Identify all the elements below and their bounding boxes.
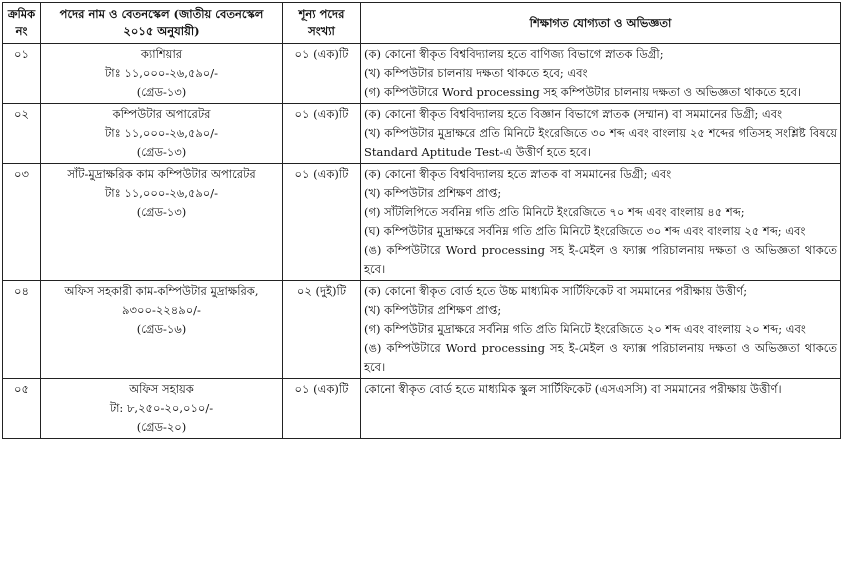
pay-scale: ৯৩০০-২২৪৯০/- (122, 303, 201, 317)
grade: (গ্রেড-২০) (136, 420, 187, 434)
qualification-item: (ঘ) কম্পিউটার মুদ্রাক্ষরে সর্বনিম্ন গতি প্রতি মিনিটে ইংরেজিতে ৩০ শব্দ এবং বাংলায় ২৫ শব্দ; এবং (364, 224, 806, 238)
table-row (3, 104, 841, 164)
grade: (গ্রেড-১৩) (136, 205, 187, 219)
qualification-item: (গ) সাঁটলিপিতে সর্বনিম্ন গতি প্রতি মিনিটে ইংরেজিতে ৭০ শব্দ এবং বাংলায় ৪৫ শব্দ; (364, 205, 745, 219)
serial-cell: ০২ (3, 104, 41, 164)
grade: (গ্রেড-১৩) (136, 145, 187, 159)
post-cell (41, 44, 283, 104)
table-row (3, 44, 841, 104)
qualification-cell (361, 44, 841, 104)
vacancy-cell: ০১ (এক)টি (283, 379, 361, 439)
vacancy-cell: ০১ (এক)টি (283, 164, 361, 281)
post-name: ক্যাশিয়ার (140, 47, 183, 61)
pay-scale: টাঃ ১১,০০০-২৬,৫৯০/- (104, 66, 219, 80)
qualification-item: (ক) কোনো স্বীকৃত বিশ্ববিদ্যালয় হতে বাণিজ্য বিভাগে স্নাতক ডিগ্রী; (364, 47, 664, 61)
qualification-item: (খ) কম্পিউটার প্রশিক্ষণ প্রাপ্ত; (364, 303, 502, 317)
job-requirements-table (2, 2, 841, 439)
header-post: পদের নাম ও বেতনস্কেল (জাতীয় বেতনস্কেল ২০১৫ অনুযায়ী) (41, 3, 283, 44)
pay-scale: টা: ৮,২৫০-২০,০১০/- (109, 401, 214, 415)
post-cell (41, 379, 283, 439)
post-name: সাঁট-মুদ্রাক্ষরিক কাম কম্পিউটার অপারেটর (67, 167, 256, 181)
table-header-row (3, 3, 841, 44)
qualification-item: (ঙ) কম্পিউটারে Word processing সহ ই-মেইল ও ফ্যাক্স পরিচালনায় দক্ষতা ও অভিজ্ঞতা থাকতে হবে। (364, 341, 837, 374)
post-cell (41, 281, 283, 379)
post-name: অফিস সহকারী কাম-কম্পিউটার মুদ্রাক্ষরিক, (64, 284, 259, 298)
table-row (3, 164, 841, 281)
serial-cell: ০৫ (3, 379, 41, 439)
serial-cell: ০৪ (3, 281, 41, 379)
qualification-item: (ক) কোনো স্বীকৃত বিশ্ববিদ্যালয় হতে স্নাতক বা সমমানের ডিগ্রী; এবং (364, 167, 672, 181)
qualification-item: কোনো স্বীকৃত বোর্ড হতে মাধ্যমিক স্কুল সার্টিফিকেট (এসএসসি) বা সমমানের পরীক্ষায় উত্তীর্ণ। (364, 382, 782, 396)
qualification-item: (ঙ) কম্পিউটারে Word processing সহ ই-মেইল ও ফ্যাক্স পরিচালনায় দক্ষতা ও অভিজ্ঞতা থাকতে হবে। (364, 243, 837, 276)
qualification-cell (361, 104, 841, 164)
qualification-item: (গ) কম্পিউটার মুদ্রাক্ষরে সর্বনিম্ন গতি প্রতি মিনিটে ইংরেজিতে ২০ শব্দ এবং বাংলায় ২০ শব্দ; এবং (364, 322, 806, 336)
qualification-item: (গ) কম্পিউটারে Word processing সহ কম্পিউটার চালনায় দক্ষতা ও অভিজ্ঞতা থাকতে হবে। (364, 85, 802, 99)
post-name: অফিস সহায়ক (129, 382, 194, 396)
post-name: কম্পিউটার অপারেটর (112, 107, 211, 121)
qualification-item: (খ) কম্পিউটার প্রশিক্ষণ প্রাপ্ত; (364, 186, 502, 200)
qualification-item: (ক) কোনো স্বীকৃত বোর্ড হতে উচ্চ মাধ্যমিক সার্টিফিকেট বা সমমানের পরীক্ষায় উত্তীর্ণ; (364, 284, 748, 298)
post-cell (41, 104, 283, 164)
qualification-item: (ক) কোনো স্বীকৃত বিশ্ববিদ্যালয় হতে বিজ্ঞান বিভাগে স্নাতক (সম্মান) বা সমমানের ডিগ্রী; এবং (364, 107, 783, 121)
vacancy-cell: ০১ (এক)টি (283, 104, 361, 164)
qualification-cell (361, 164, 841, 281)
qualification-cell (361, 281, 841, 379)
serial-cell: ০১ (3, 44, 41, 104)
header-serial: ক্রমিক নং (3, 3, 41, 44)
table-row (3, 379, 841, 439)
pay-scale: টাঃ ১১,০০০-২৬,৫৯০/- (104, 126, 219, 140)
qualification-cell (361, 379, 841, 439)
post-cell (41, 164, 283, 281)
grade: (গ্রেড-১৩) (136, 85, 187, 99)
vacancy-cell: ০২ (দুই)টি (283, 281, 361, 379)
header-qualification: শিক্ষাগত যোগ্যতা ও অভিজ্ঞতা (361, 3, 841, 44)
header-vacancy: শূন্য পদের সংখ্যা (283, 3, 361, 44)
qualification-item: (খ) কম্পিউটার মুদ্রাক্ষরে প্রতি মিনিটে ইংরেজিতে ৩০ শব্দ এবং বাংলায় ২৫ শব্দের গতিসহ সংশ্লিষ্ট বিষয়ে Standard Aptitude Test-এ উত্তীর্ণ হতে হবে। (364, 126, 837, 159)
qualification-item: (খ) কম্পিউটার চালনায় দক্ষতা থাকতে হবে; এবং (364, 66, 588, 80)
pay-scale: টাঃ ১১,০০০-২৬,৫৯০/- (104, 186, 219, 200)
table-row (3, 281, 841, 379)
grade: (গ্রেড-১৬) (136, 322, 187, 336)
serial-cell: ০৩ (3, 164, 41, 281)
vacancy-cell: ০১ (এক)টি (283, 44, 361, 104)
